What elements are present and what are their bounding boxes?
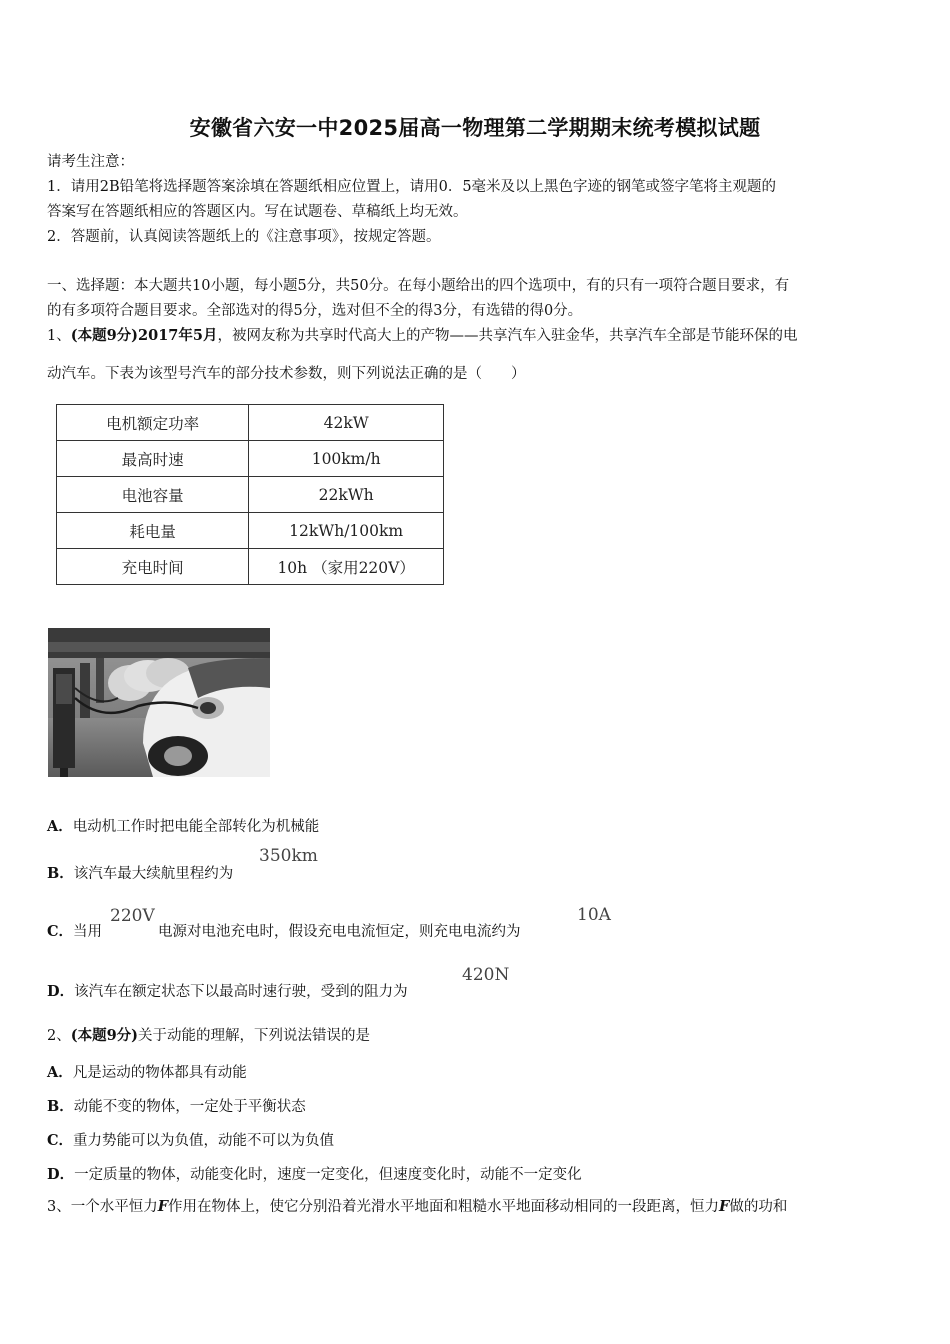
notice-item1-line1: 1．请用2B铅笔将选择题答案涂填在答题纸相应位置上，请用0．5毫米及以上黑色字迹的钢笔或签字笔将主观题的 <box>47 179 777 195</box>
table-cell-value: 42kW <box>249 405 444 441</box>
question-3-text-part1: 一个水平恒力 <box>70 1199 158 1215</box>
formula-10a: 10A <box>577 905 611 925</box>
option-text: 一定质量的物体，动能变化时，速度一定变化，但速度变化时，动能不一定变化 <box>74 1167 582 1183</box>
question-2-score: (本题9分) <box>70 1027 139 1044</box>
question-1-line1 <box>47 326 798 346</box>
question-3-text-part2: 作用在物体上，使它分别沿着光滑水平地面和粗糙水平地面移动相同的一段距离，恒力 <box>168 1199 720 1215</box>
notice-item1-line2: 答案写在答题纸相应的答题区内。写在试题卷、草稿纸上均无效。 <box>47 204 468 220</box>
table-row <box>57 405 444 441</box>
page-title: 安徽省六安一中2025届高一物理第二学期期末统考模拟试题 <box>189 116 761 140</box>
option-letter: B． <box>47 865 74 882</box>
table-cell-value: 12kWh/100km <box>249 513 444 549</box>
option-letter: C． <box>47 923 74 940</box>
question-2 <box>47 1026 370 1046</box>
notice-heading: 请考生注意： <box>47 154 134 170</box>
table-row <box>57 513 444 549</box>
charging-cars-photo <box>48 628 270 777</box>
question-2-option-d[interactable] <box>47 1163 582 1184</box>
option-text: 该汽车最大续航里程约为 <box>73 866 234 882</box>
section1-instructions-line1: 一、选择题：本大题共10小题，每小题5分，共50分。在每小题给出的四个选项中，有的只有一项符合题目要求，有 <box>47 278 790 294</box>
option-text: 凡是运动的物体都具有动能 <box>72 1065 247 1081</box>
question-1-score: (本题9分)2017年5月 <box>70 327 218 344</box>
table-row <box>57 477 444 513</box>
question-3-text-part3: 做的功和 <box>729 1199 788 1215</box>
question-1-option-d[interactable] <box>47 980 408 1001</box>
option-text: 重力势能可以为负值，动能不可以为负值 <box>73 1133 335 1149</box>
question-1-text: ，被网友称为共享时代高大上的产物——共享汽车入驻金华，共享汽车全部是节能环保的电 <box>217 328 798 344</box>
question-3-number: 3、 <box>47 1199 71 1215</box>
table-cell-label: 电机额定功率 <box>57 405 249 441</box>
table-row <box>57 549 444 585</box>
formula-220v: 220V <box>110 906 155 926</box>
force-variable: F <box>157 1198 169 1215</box>
question-2-text: 关于动能的理解，下列说法错误的是 <box>138 1028 371 1044</box>
table-cell-label: 耗电量 <box>57 513 249 549</box>
question-2-number: 2、 <box>47 1028 71 1044</box>
section1-instructions-line2: 的有多项符合题目要求。全部选对的得5分，选对但不全的得3分，有选错的得0分。 <box>47 303 583 319</box>
option-letter: B． <box>47 1098 74 1115</box>
question-1-option-c[interactable] <box>47 920 102 941</box>
option-letter: D． <box>47 983 75 1000</box>
table-cell-value: 22kWh <box>249 477 444 513</box>
question-2-option-c[interactable] <box>47 1129 334 1150</box>
table-row <box>57 441 444 477</box>
question-2-option-a[interactable] <box>47 1061 247 1082</box>
question-1-line2: 动汽车。下表为该型号汽车的部分技术参数，则下列说法正确的是（ ） <box>47 366 526 382</box>
table-cell-label: 充电时间 <box>57 549 249 585</box>
table-cell-value: 10h （家用220V） <box>249 549 444 585</box>
table-cell-value: 100km/h <box>249 441 444 477</box>
question-1-option-b[interactable] <box>47 862 233 883</box>
car-spec-table <box>56 404 444 585</box>
force-variable: F <box>719 1198 730 1215</box>
option-letter: C． <box>47 1132 74 1149</box>
table-cell-label: 最高时速 <box>57 441 249 477</box>
option-text: 该汽车在额定状态下以最高时速行驶，受到的阻力为 <box>74 984 408 1000</box>
question-3 <box>47 1197 787 1217</box>
formula-420n: 420N <box>462 965 510 985</box>
table-cell-label: 电池容量 <box>57 477 249 513</box>
question-1-number: 1、 <box>47 328 71 344</box>
option-text-part1: 当用 <box>73 924 103 940</box>
question-1-option-a[interactable] <box>47 815 319 836</box>
option-letter: A． <box>47 1064 73 1081</box>
formula-350km: 350km <box>259 846 318 866</box>
option-letter: D． <box>47 1166 75 1183</box>
option-text: 电动机工作时把电能全部转化为机械能 <box>72 819 320 835</box>
notice-item2: 2．答题前，认真阅读答题纸上的《注意事项》，按规定答题。 <box>47 229 441 245</box>
option-text: 动能不变的物体，一定处于平衡状态 <box>73 1099 306 1115</box>
question-2-option-b[interactable] <box>47 1095 306 1116</box>
option-text-part2: 电源对电池充电时，假设充电电流恒定，则充电电流约为 <box>158 924 521 940</box>
option-letter: A． <box>47 818 73 835</box>
